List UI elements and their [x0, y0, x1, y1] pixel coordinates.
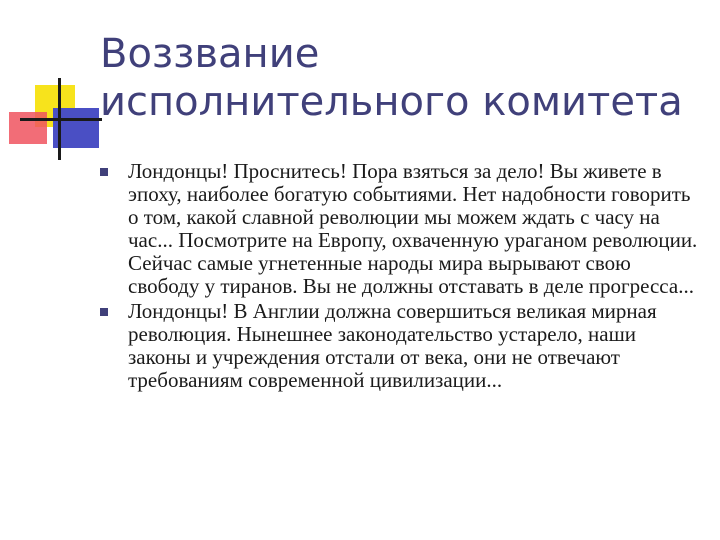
bullet-text: Лондонцы! В Англии должна совершиться великая мирная революция. Нынешнее законодательство устарело, наши законы и учреждения отстали от века, они не отвечают требованиям современной цивилизации... — [128, 299, 657, 392]
bullet-list — [100, 160, 700, 394]
slide-title: Воззвание исполнительного комитета — [100, 31, 683, 125]
square-bullet-icon — [100, 168, 108, 176]
decorative-horizontal-line — [20, 118, 102, 121]
bullet-item — [100, 300, 700, 392]
bullet-text: Лондонцы! Проснитесь! Пора взяться за дело! Вы живете в эпоху, наиболее богатую событиями. Нет надобности говорить о том, какой славной революции мы можем ждать с часу на час... Посмотрите на Европу, охваченную ураганом революции. Сейчас самые угнетенные народы мира вырывают свою свободу у тиранов. Вы не должны отставать в деле прогресса... — [128, 159, 698, 298]
square-bullet-icon — [100, 308, 108, 316]
bullet-item — [100, 160, 700, 298]
decorative-red-square — [9, 112, 47, 144]
